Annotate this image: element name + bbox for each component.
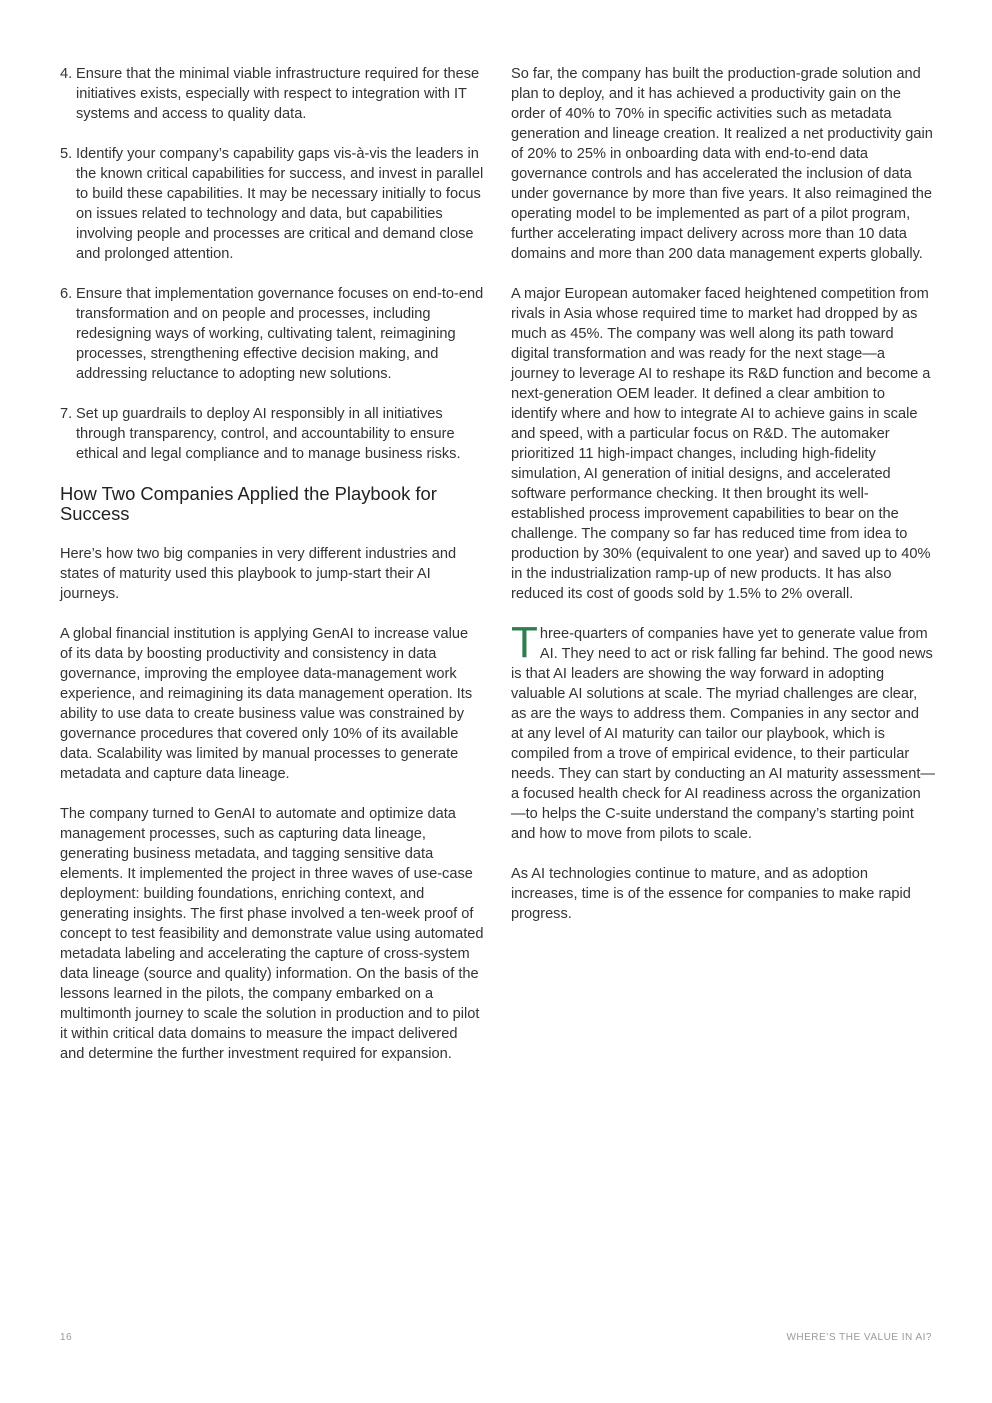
conclusion-text: hree-quarters of companies have yet to generate value from AI. They need to act or risk falling far behind. The good news is that AI leaders are showing the way forward in adopting valuable AI solutions at scale. The myriad challenges are clear, as are the ways to address them. Companies in any sector and at any level of AI maturity can tailor our playbook, which is compiled from a trove of empirical evidence, to their particular needs. They can start by conducting an AI maturity assessment—a focused health check for AI readiness across the organization—to helps the C-suite understand the company’s starting point and how to move from pilots to scale.	[511, 626, 935, 842]
list-item-number: 7.	[60, 406, 73, 422]
section-heading: How Two Companies Applied the Playbook for Success	[60, 483, 437, 524]
list-item	[60, 404, 484, 464]
list-item-number: 4.	[60, 66, 73, 82]
page-number: 16	[60, 1332, 73, 1343]
genai-automation-paragraph: The company turned to GenAI to automate and optimize data management processes, such as capturing data lineage, generating business metadata, and tagging sensitive data elements. It implemented the project in three waves of use-case deployment: building foundations, enriching context, and generating insights. The first phase involved a ten-week proof of concept to test feasibility and demonstrate value using automated metadata labeling and accelerating the capture of cross-system data lineage (source and quality) information. On the basis of the lessons learned in the pilots, the company embarked on a multimonth journey to scale the solution in production and to pilot it within critical data domains to measure the impact delivered and determine the further investment required for expansion.	[60, 806, 484, 1062]
intro-paragraph: Here’s how two big companies in very different industries and states of maturity used this playbook to jump-start their AI journeys.	[60, 546, 457, 602]
list-item-text: Set up guardrails to deploy AI responsibly in all initiatives through transparency, control, and accountability to ensure ethical and legal compliance and to manage business risks.	[76, 406, 461, 462]
list-item	[60, 284, 484, 384]
running-title: WHERE’S THE VALUE IN AI?	[786, 1332, 932, 1343]
conclusion-paragraph	[511, 618, 935, 844]
list-item	[60, 64, 484, 124]
drop-cap: T	[511, 618, 538, 667]
list-item-text: Ensure that the minimal viable infrastructure required for these initiatives exists, especially with respect to integration with IT systems and access to quality data.	[76, 66, 480, 122]
list-item-number: 5.	[60, 146, 73, 162]
left-column	[60, 64, 484, 1084]
list-item-number: 6.	[60, 286, 73, 302]
right-column	[511, 64, 935, 944]
final-paragraph: As AI technologies continue to mature, and as adoption increases, time is of the essence for companies to make rapid progress.	[511, 866, 911, 922]
automaker-paragraph: A major European automaker faced heightened competition from rivals in Asia whose required time to market had dropped by as much as 45%. The company was well along its path toward digital transformation and was ready for the next stage—a journey to leverage AI to reshape its R&D function and become a next-generation OEM leader. It defined a clear ambition to identify where and how to integrate AI to achieve gains in scale and speed, with a particular focus on R&D. The automaker prioritized 11 high-impact changes, including high-fidelity simulation, AI generation of initial designs, and accelerated software performance checking. It then brought its well-established process improvement capabilities to bear on the challenge. The company so far has reduced time from idea to production by 30% (equivalent to one year) and saved up to 40% in the industrialization ramp-up of new products. It has also reduced its cost of goods sold by 1.5% to 2% overall.	[511, 286, 931, 602]
financial-institution-paragraph: A global financial institution is applying GenAI to increase value of its data by boosting productivity and consistency in data governance, improving the employee data-management work experience, and reimagining its data management operation. Its ability to use data to create business value was constrained by governance procedures that covered only 10% of its available data. Scalability was limited by manual processes to generate metadata and capture data lineage.	[60, 626, 473, 782]
list-item-text: Ensure that implementation governance focuses on end-to-end transformation and on people and processes, including redesigning ways of working, cultivating talent, reimagining processes, strengthening effective decision making, and addressing reluctance to adopting new solutions.	[76, 286, 484, 382]
results-paragraph: So far, the company has built the production-grade solution and plan to deploy, and it has achieved a productivity gain on the order of 40% to 70% in specific activities such as metadata generation and lineage creation. It realized a net productivity gain of 20% to 25% in onboarding data with end-to-end data governance controls and has accelerated the inclusion of data under governance by more than five years. It also reimagined the operating model to be implemented as part of a pilot program, further accelerating impact delivery across more than 10 data domains and more than 200 data management experts globally.	[511, 66, 933, 262]
list-item	[60, 144, 484, 264]
list-item-text: Identify your company’s capability gaps vis-à-vis the leaders in the known critical capabilities for success, and invest in parallel to build these capabilities. It may be necessary initially to focus on issues related to technology and data, but capabilities involving people and processes are critical and demand close and prolonged attention.	[76, 146, 484, 262]
